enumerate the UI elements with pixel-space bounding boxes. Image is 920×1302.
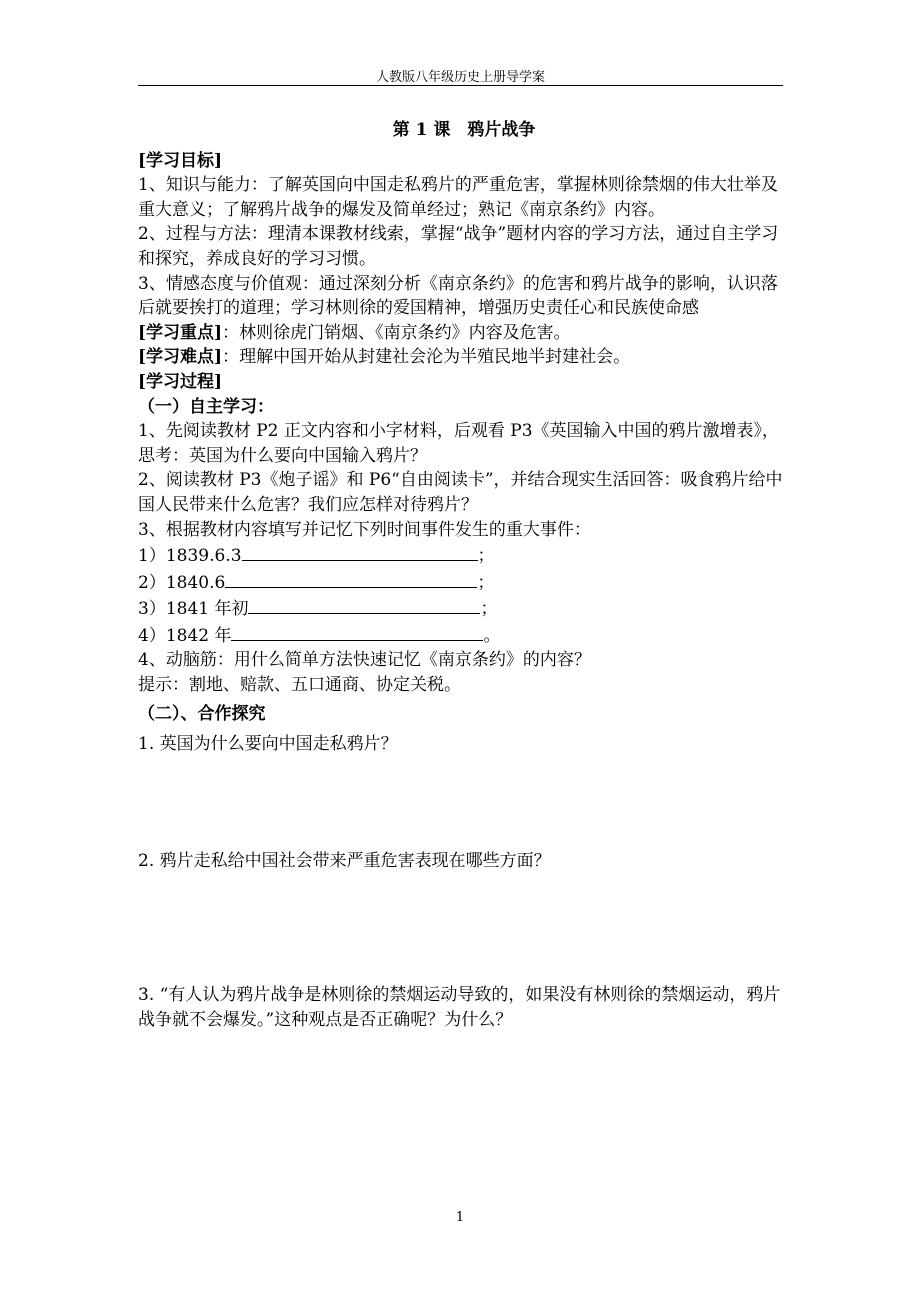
self-study-q1: 1、先阅读教材 P2 正文内容和小字材料，后观看 P3《英国输入中国的鸦片激增表》，思考：英国为什么要向中国输入鸦片？ bbox=[138, 421, 780, 466]
page-content bbox=[138, 118, 790, 1033]
event-label: 1）1839.6.3 bbox=[138, 546, 242, 567]
page-number: 1 bbox=[455, 1210, 465, 1225]
event-line-4 bbox=[138, 622, 790, 649]
page-header: 人教版八年级历史上册导学案 bbox=[375, 70, 545, 85]
focus-label: [学习重点] bbox=[138, 322, 223, 343]
answer-space-2[interactable] bbox=[138, 873, 790, 983]
event-line-1 bbox=[138, 542, 790, 569]
difficulty-text: ：理解中国开始从封建社会沦为半殖民地半封建社会。 bbox=[222, 347, 631, 368]
fill-in-blank[interactable] bbox=[242, 542, 478, 561]
event-end: ； bbox=[477, 546, 495, 567]
goal-item-1: 1、知识与能力：了解英国向中国走私鸦片的严重危害，掌握林则徐禁烟的伟大壮举及重大意义；了解鸦片战争的爆发及简单经过；熟记《南京条约》内容。 bbox=[138, 175, 778, 220]
fill-in-blank[interactable] bbox=[248, 595, 480, 614]
event-end: ； bbox=[480, 599, 498, 620]
self-study-q3: 3、根据教材内容填写并记忆下列时间事件发生的重大事件： bbox=[138, 519, 591, 540]
coop-q1: 1. 英国为什么要向中国走私鸦片？ bbox=[138, 734, 398, 755]
lesson-title: 第 1 课 鸦片战争 bbox=[392, 120, 536, 140]
event-line-2 bbox=[138, 569, 790, 596]
coop-heading: （二）、合作探究 bbox=[138, 703, 266, 724]
self-study-heading: （一）自主学习： bbox=[138, 396, 274, 417]
coop-q2: 2. 鸦片走私给中国社会带来严重危害表现在哪些方面？ bbox=[138, 850, 551, 871]
self-study-q2: 2、阅读教材 P3《炮子谣》和 P6“自由阅读卡”，并结合现实生活回答：吸食鸦片给中国人民带来什么危害？我们应怎样对待鸦片？ bbox=[138, 470, 783, 515]
event-line-3 bbox=[138, 595, 790, 622]
event-label: 2）1840.6 bbox=[138, 572, 226, 593]
event-label: 4）1842 年 bbox=[138, 625, 232, 646]
process-heading: [学习过程] bbox=[138, 371, 223, 392]
focus-text: ：林则徐虎门销烟、《南京条约》内容及危害。 bbox=[222, 322, 571, 343]
event-label: 3）1841 年初 bbox=[138, 599, 249, 620]
goal-item-2: 2、过程与方法：理清本课教材线索，掌握“战争”题材内容的学习方法，通过自主学习和探究，养成良好的学习习惯。 bbox=[138, 224, 779, 269]
difficulty-line bbox=[138, 345, 790, 370]
focus-line bbox=[138, 321, 790, 346]
goals-heading: [学习目标] bbox=[138, 150, 223, 171]
event-end: 。 bbox=[483, 625, 501, 646]
fill-in-blank[interactable] bbox=[225, 569, 477, 588]
coop-q3: 3. “有人认为鸦片战争是林则徐的禁烟运动导致的，如果没有林则徐的禁烟运动，鸦片战争就不会爆发。”这种观点是否正确呢？为什么？ bbox=[138, 985, 781, 1031]
fill-in-blank[interactable] bbox=[231, 622, 483, 641]
goal-item-3: 3、情感态度与价值观：通过深刻分析《南京条约》的危害和鸦片战争的影响，认识落后就要挨打的道理；学习林则徐的爱国精神，增强历史责任心和民族使命感 bbox=[138, 273, 778, 319]
self-study-q4: 4、动脑筋：用什么简单方法快速记忆《南京条约》的内容？ bbox=[138, 650, 591, 671]
header-rule bbox=[138, 85, 783, 86]
event-end: ； bbox=[477, 572, 495, 593]
self-study-hint: 提示：割地、赔款、五口通商、协定关税。 bbox=[138, 675, 461, 696]
difficulty-label: [学习难点] bbox=[138, 347, 223, 368]
answer-space-1[interactable] bbox=[138, 757, 790, 849]
